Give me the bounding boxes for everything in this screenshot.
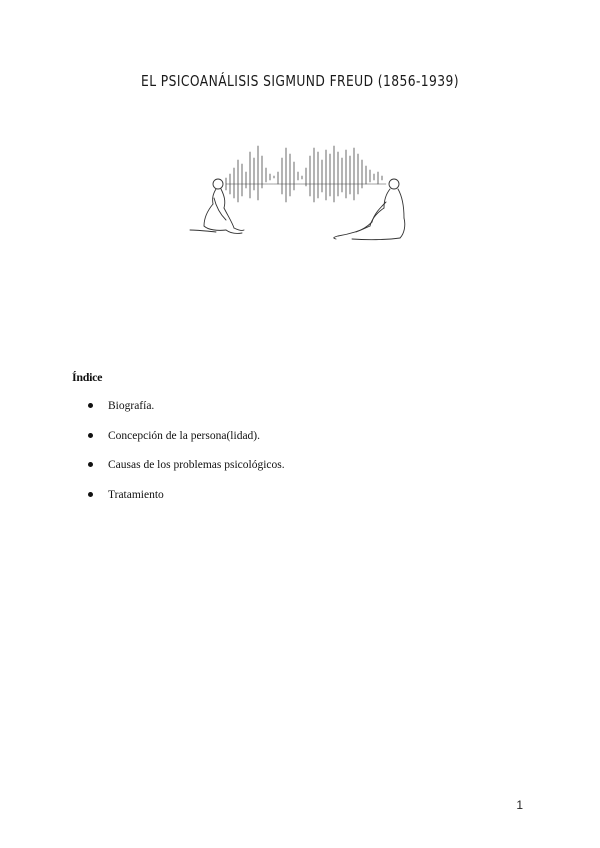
index-heading: Índice — [72, 370, 103, 384]
list-item-label: Concepción de la persona(lidad). — [108, 429, 260, 442]
bullet-icon — [88, 403, 93, 408]
list-item — [88, 457, 285, 487]
bullet-icon — [88, 433, 93, 438]
list-item-label: Causas de los problemas psicológicos. — [108, 459, 285, 471]
list-item — [88, 487, 285, 517]
bullet-icon — [88, 492, 93, 497]
soundwave-icon — [226, 146, 386, 202]
page-number: 1 — [516, 798, 523, 812]
right-figure-icon — [334, 179, 405, 240]
two-seated-figures-soundwave-illustration — [186, 138, 416, 248]
bullet-icon — [88, 462, 93, 467]
list-item — [88, 398, 285, 428]
list-item-label: Tratamiento — [108, 488, 164, 501]
page-title: EL PSICOANÁLISIS SIGMUND FREUD (1856-1939) — [141, 72, 459, 90]
list-item — [88, 428, 285, 458]
list-item-label: Biografía. — [108, 400, 155, 412]
index-list — [88, 398, 285, 516]
left-figure-icon — [190, 179, 244, 233]
